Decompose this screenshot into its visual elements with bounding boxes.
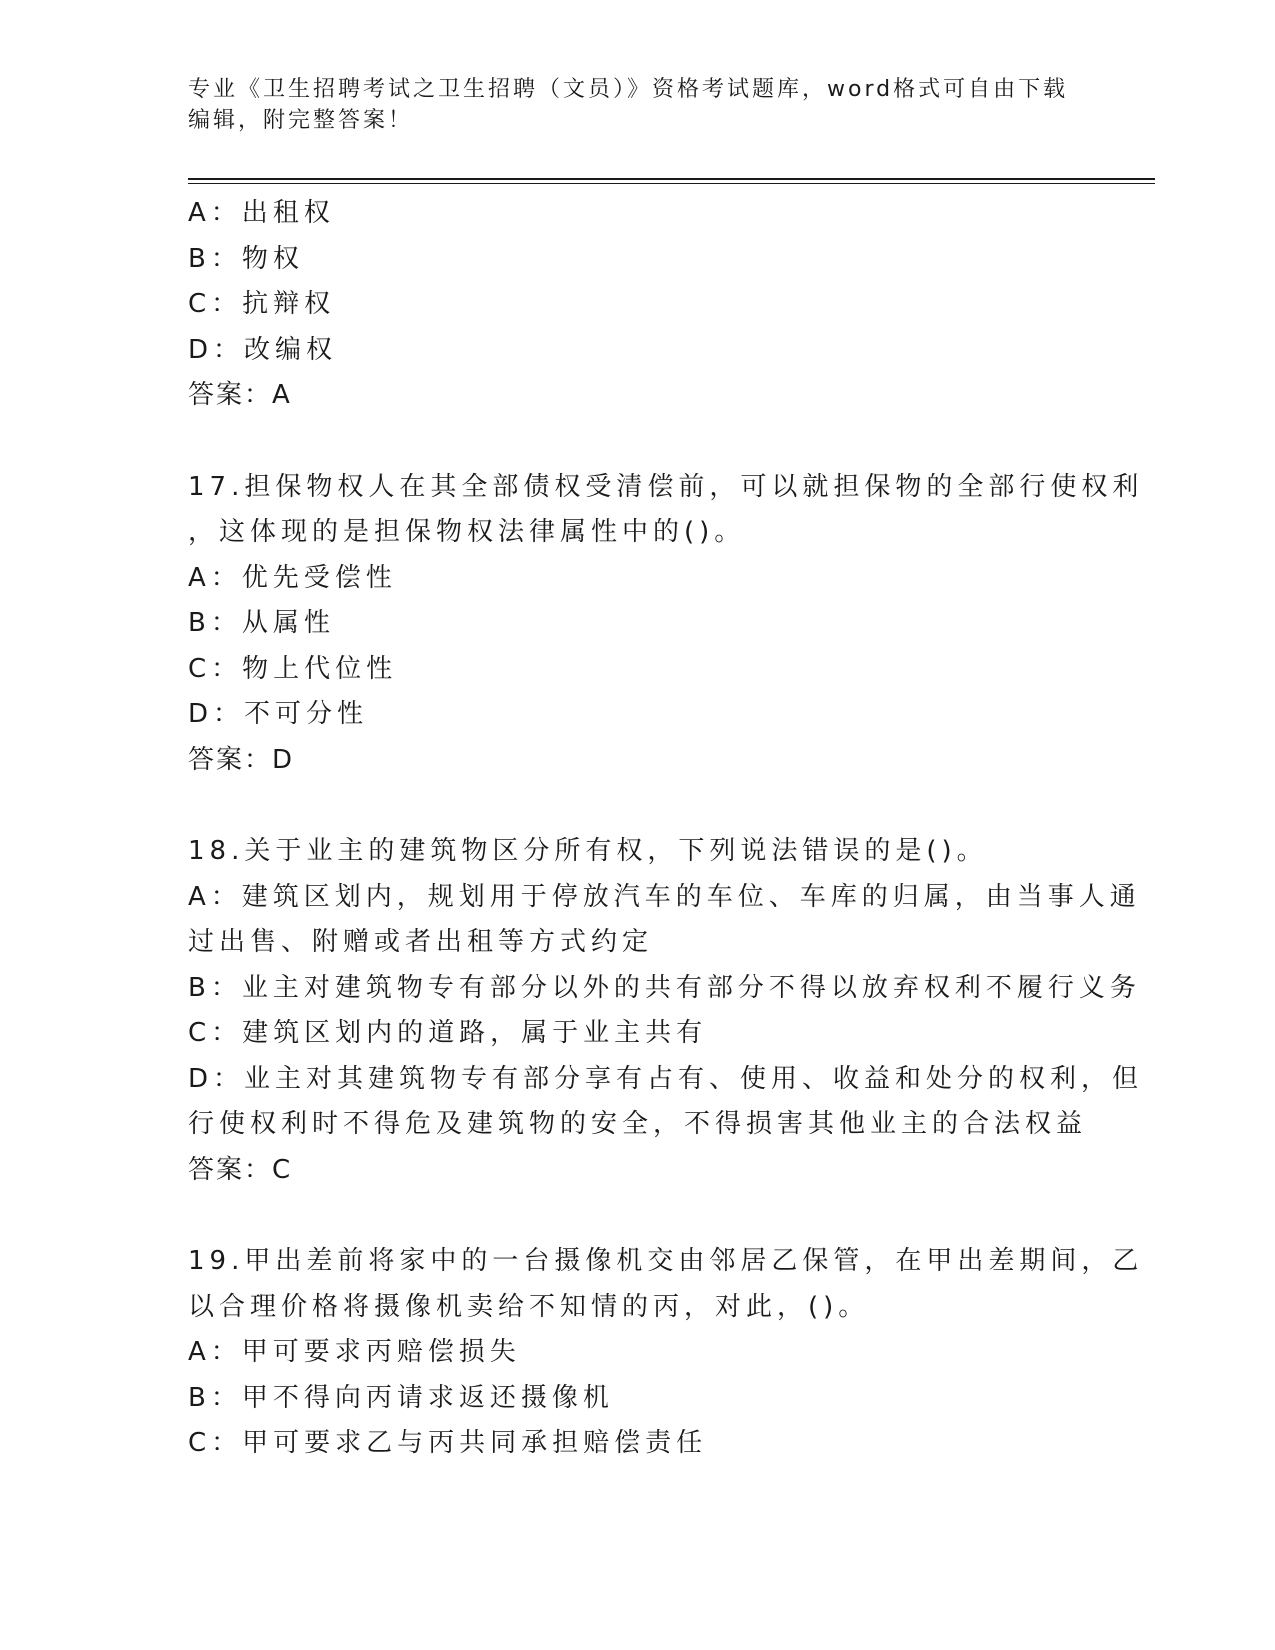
option-d-line-1: D：业主对其建筑物专有部分享有占有、使用、收益和处分的权利，但: [188, 1063, 1144, 1094]
header-line-1: 专业《卫生招聘考试之卫生招聘（文员）》资格考试题库，word格式可自由下载: [188, 77, 1069, 102]
option-b: B：从属性: [188, 608, 335, 638]
question-19: [188, 1239, 1144, 1467]
option-b: B：甲不得向丙请求返还摄像机: [188, 1382, 614, 1413]
option-c: C：抗辩权: [188, 289, 336, 319]
question-17: [188, 465, 1144, 784]
option-a: A：优先受偿性: [188, 562, 397, 593]
option-b: B：业主对建筑物专有部分以外的共有部分不得以放弃权利不履行义务: [188, 972, 1141, 1003]
option-b: B：物权: [188, 243, 304, 274]
option-c: C：建筑区划内的道路，属于业主共有: [188, 1018, 708, 1048]
option-d: D：改编权: [188, 334, 338, 365]
option-d: D：不可分性: [188, 699, 369, 729]
option-a-line-1: A：建筑区划内，规划用于停放汽车的车位、车库的归属，由当事人通: [188, 881, 1141, 912]
option-a-line-2: 过出售、附赠或者出租等方式约定: [188, 927, 654, 957]
option-c: C：甲可要求乙与丙共同承担赔偿责任: [188, 1428, 708, 1458]
spacer: [188, 783, 1088, 829]
question-content: [188, 191, 1144, 1467]
option-a: A：甲可要求丙赔偿损失: [188, 1337, 521, 1367]
option-a: A：出租权: [188, 198, 335, 228]
answer-line: 答案：A: [188, 380, 292, 410]
header-rule-thin: [188, 183, 1155, 184]
question-stem-line-1: 17.担保物权人在其全部债权受清偿前，可以就担保物的全部行使权利: [188, 471, 1144, 502]
header-line-2: 编辑，附完整答案！: [188, 108, 414, 133]
question-stem-line-1: 19.甲出差前将家中的一台摄像机交由邻居乙保管，在甲出差期间，乙: [188, 1246, 1144, 1276]
answer-line: 答案：D: [188, 744, 295, 775]
document-header: [188, 74, 1088, 136]
answer-line: 答案：C: [188, 1154, 293, 1185]
question-18: [188, 829, 1144, 1193]
question-16: [188, 191, 1088, 419]
option-d-line-2: 行使权利时不得危及建筑物的安全，不得损害其他业主的合法权益: [188, 1109, 1088, 1139]
spacer: [188, 1193, 1088, 1239]
question-stem-line-1: 18.关于业主的建筑物区分所有权，下列说法错误的是()。: [188, 836, 988, 866]
question-stem-line-2: 以合理价格将摄像机卖给不知情的丙，对此，()。: [188, 1291, 870, 1322]
question-stem-line-2: ，这体现的是担保物权法律属性中的()。: [188, 517, 746, 547]
spacer: [188, 419, 1088, 465]
header-rule-thick: [188, 178, 1155, 180]
option-c: C：物上代位性: [188, 653, 398, 684]
